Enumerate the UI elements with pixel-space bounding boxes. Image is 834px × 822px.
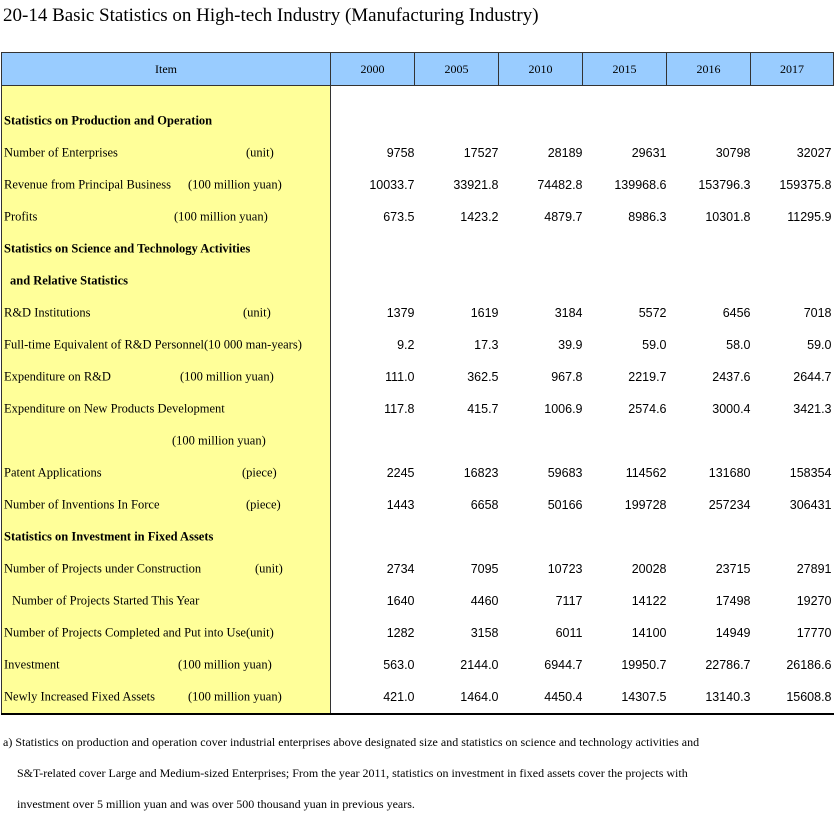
table-row (2, 553, 834, 585)
table-cell: 7095 (470, 562, 499, 576)
table-cell: 257234 (708, 498, 751, 512)
row-unit: (unit) (246, 145, 274, 160)
row-unit: (100 million yuan) (188, 689, 282, 704)
row-unit: (unit) (255, 561, 283, 576)
table-cell (583, 521, 667, 553)
table-cell: 306431 (789, 498, 832, 512)
footnotes (3, 727, 833, 820)
table-cell: 10723 (547, 562, 583, 576)
table-cell: 2144.0 (460, 658, 499, 672)
table-cell: 28189 (547, 146, 583, 160)
row-label: Number of Projects under Construction (4, 561, 202, 576)
table-cell: 30798 (715, 146, 751, 160)
section-title: Statistics on Science and Technology Activities (4, 241, 251, 256)
table-cell: 16823 (463, 466, 499, 480)
table-cell: 14100 (631, 626, 667, 640)
row-label: Full-time Equivalent of R&D Personnel(10 000 man-years) (4, 337, 302, 352)
table-cell: 23715 (715, 562, 751, 576)
table-cell: 3158 (470, 626, 499, 640)
table-cell: 1619 (470, 306, 499, 320)
table-row (2, 201, 834, 233)
table-row (2, 617, 834, 649)
table-cell (667, 425, 751, 457)
table-cell (331, 425, 415, 457)
row-label: R&D Institutions (4, 305, 91, 320)
row-unit: (100 million yuan) (172, 433, 266, 448)
column-header-year: 2017 (751, 53, 834, 86)
row-label: Patent Applications (4, 465, 102, 480)
table-cell: 33921.8 (453, 178, 499, 192)
row-label: Number of Projects Started This Year (12, 593, 200, 608)
table-cell: 13140.3 (667, 681, 751, 714)
row-unit: (unit) (243, 305, 271, 320)
table-cell (751, 521, 834, 553)
table-cell: 6658 (470, 498, 499, 512)
table-cell: 1379 (386, 306, 415, 320)
section-row (2, 233, 834, 265)
table-cell: 1640 (386, 594, 415, 608)
table-cell: 4879.7 (544, 210, 583, 224)
table-cell: 17498 (715, 594, 751, 608)
table-cell: 1423.2 (460, 210, 499, 224)
table-cell: 3000.4 (712, 402, 751, 416)
table-cell: 11295.9 (787, 210, 832, 224)
table-cell (583, 425, 667, 457)
table-row (2, 361, 834, 393)
table-cell (667, 521, 751, 553)
table-cell: 17.3 (474, 338, 499, 352)
table-cell: 153796.3 (698, 178, 751, 192)
table-cell: 7018 (803, 306, 832, 320)
table-cell: 58.0 (726, 338, 751, 352)
row-unit: (100 million yuan) (188, 177, 282, 192)
table-cell (415, 265, 499, 297)
table-cell: 139968.6 (614, 178, 667, 192)
table-row (2, 137, 834, 169)
row-label: Expenditure on New Products Development (4, 401, 225, 416)
table-cell: 2734 (386, 562, 415, 576)
table-cell (331, 105, 415, 137)
table-cell: 362.5 (467, 370, 499, 384)
footnote-line: a) Statistics on production and operation cover industrial enterprises above designated size and statistics on science and technology activities and (3, 735, 700, 749)
table-cell (751, 233, 834, 265)
table-cell: 563.0 (383, 658, 415, 672)
table-cell: 8986.3 (628, 210, 667, 224)
table-cell: 158354 (789, 466, 832, 480)
table-cell: 9758 (386, 146, 415, 160)
table-cell (499, 105, 583, 137)
table-cell (751, 265, 834, 297)
table-cell (415, 105, 499, 137)
table-cell (415, 521, 499, 553)
table-cell (499, 521, 583, 553)
table-cell: 17770 (796, 626, 832, 640)
column-header-item: Item (2, 53, 331, 86)
section-title: Statistics on Production and Operation (4, 113, 213, 128)
table-cell: 5572 (638, 306, 667, 320)
footnote-line: S&T-related cover Large and Medium-sized Enterprises; From the year 2011, statistics on investment in fixed assets cover the projects with (17, 766, 688, 780)
table-cell: 26186.6 (786, 658, 832, 672)
table-cell (667, 265, 751, 297)
table-cell (667, 105, 751, 137)
table-cell: 59683 (547, 466, 583, 480)
table-cell: 421.0 (331, 681, 415, 714)
table-cell: 117.8 (384, 402, 415, 416)
table-cell: 6456 (722, 306, 751, 320)
table-cell: 3421.3 (793, 402, 832, 416)
table-cell (583, 105, 667, 137)
table-cell (499, 425, 583, 457)
row-label: Expenditure on R&D (4, 369, 111, 384)
table-cell: 3184 (554, 306, 583, 320)
table-row (2, 329, 834, 361)
table-cell: 967.8 (551, 370, 583, 384)
table-row (2, 169, 834, 201)
table-cell: 59.0 (807, 338, 832, 352)
column-header-year: 2016 (667, 53, 751, 86)
table-cell: 673.5 (383, 210, 415, 224)
table-cell (583, 233, 667, 265)
table-row (2, 489, 834, 521)
table-cell: 50166 (547, 498, 583, 512)
table-cell (583, 265, 667, 297)
section-row (2, 105, 834, 137)
table-cell: 19270 (796, 594, 832, 608)
row-unit: (100 million yuan) (178, 657, 272, 672)
table-cell (751, 425, 834, 457)
row-label: Newly Increased Fixed Assets (4, 689, 156, 704)
table-cell (667, 233, 751, 265)
table-cell: 7117 (555, 594, 583, 608)
row-unit: (100 million yuan) (180, 369, 274, 384)
table-cell: 1443 (386, 498, 415, 512)
table-cell: 22786.7 (705, 658, 751, 672)
section-title: Statistics on Investment in Fixed Assets (4, 529, 214, 544)
row-unit: (piece) (246, 497, 281, 512)
table-cell: 14307.5 (583, 681, 667, 714)
column-header-year: 2000 (331, 53, 415, 86)
spacer-row (2, 86, 834, 106)
table-cell: 4460 (470, 594, 499, 608)
table-cell: 415.7 (467, 402, 499, 416)
row-label: Investment (4, 657, 60, 672)
table-cell: 159375.8 (779, 178, 832, 192)
table-cell: 1282 (386, 626, 415, 640)
table-cell: 2437.6 (712, 370, 751, 384)
table-cell (499, 265, 583, 297)
table-cell: 27891 (796, 562, 832, 576)
table-cell: 19950.7 (621, 658, 667, 672)
table-cell (331, 265, 415, 297)
column-header-year: 2005 (415, 53, 499, 86)
table-cell (751, 105, 834, 137)
table-cell: 39.9 (558, 338, 583, 352)
section-row (2, 265, 834, 297)
statistics-table (1, 52, 834, 715)
row-label: Number of Projects Completed and Put into Use(unit) (4, 625, 274, 640)
table-row (2, 425, 834, 457)
row-unit: (100 million yuan) (174, 209, 268, 224)
table-header-row (2, 53, 834, 86)
table-cell: 9.2 (397, 338, 415, 352)
table-cell: 111.0 (385, 370, 415, 384)
table-cell: 2574.6 (628, 402, 667, 416)
footnote-line: investment over 5 million yuan and was over 500 thousand yuan in previous years. (17, 797, 415, 811)
table-row (2, 297, 834, 329)
table-cell: 20028 (631, 562, 667, 576)
column-header-year: 2010 (499, 53, 583, 86)
table-row (2, 393, 834, 425)
table-cell (331, 233, 415, 265)
table-row (2, 457, 834, 489)
table-cell: 4450.4 (499, 681, 583, 714)
table-cell: 10301.8 (705, 210, 751, 224)
table-cell: 2219.7 (628, 370, 667, 384)
section-row (2, 521, 834, 553)
table-cell: 14949 (715, 626, 751, 640)
table-cell: 74482.8 (537, 178, 583, 192)
table-cell: 15608.8 (751, 681, 834, 714)
table-cell: 2245 (386, 466, 415, 480)
row-label: Revenue from Principal Business (4, 177, 171, 192)
row-label: Number of Enterprises (4, 145, 118, 160)
table-cell (499, 233, 583, 265)
table-cell (415, 425, 499, 457)
table-cell: 131680 (708, 466, 751, 480)
table-cell: 6011 (555, 626, 583, 640)
table-cell: 2644.7 (793, 370, 832, 384)
row-label: Profits (4, 209, 38, 224)
page-title: 20-14 Basic Statistics on High-tech Industry (Manufacturing Industry) (3, 5, 539, 26)
column-header-year: 2015 (583, 53, 667, 86)
table-row (2, 585, 834, 617)
table-cell: 114562 (625, 466, 667, 480)
table-cell (415, 233, 499, 265)
table-cell: 1464.0 (415, 681, 499, 714)
table-cell: 1006.9 (544, 402, 583, 416)
section-title: and Relative Statistics (10, 273, 129, 288)
table-cell: 59.0 (642, 338, 667, 352)
table-cell: 6944.7 (544, 658, 583, 672)
table-cell: 32027 (796, 146, 832, 160)
row-label: Number of Inventions In Force (4, 497, 160, 512)
table-cell: 10033.7 (369, 178, 415, 192)
table-cell: 199728 (624, 498, 667, 512)
row-unit: (piece) (242, 465, 277, 480)
table-row (2, 681, 834, 714)
table-cell: 29631 (631, 146, 667, 160)
table-cell (331, 521, 415, 553)
table-cell: 17527 (463, 146, 499, 160)
table-row (2, 649, 834, 681)
table-cell: 14122 (631, 594, 667, 608)
